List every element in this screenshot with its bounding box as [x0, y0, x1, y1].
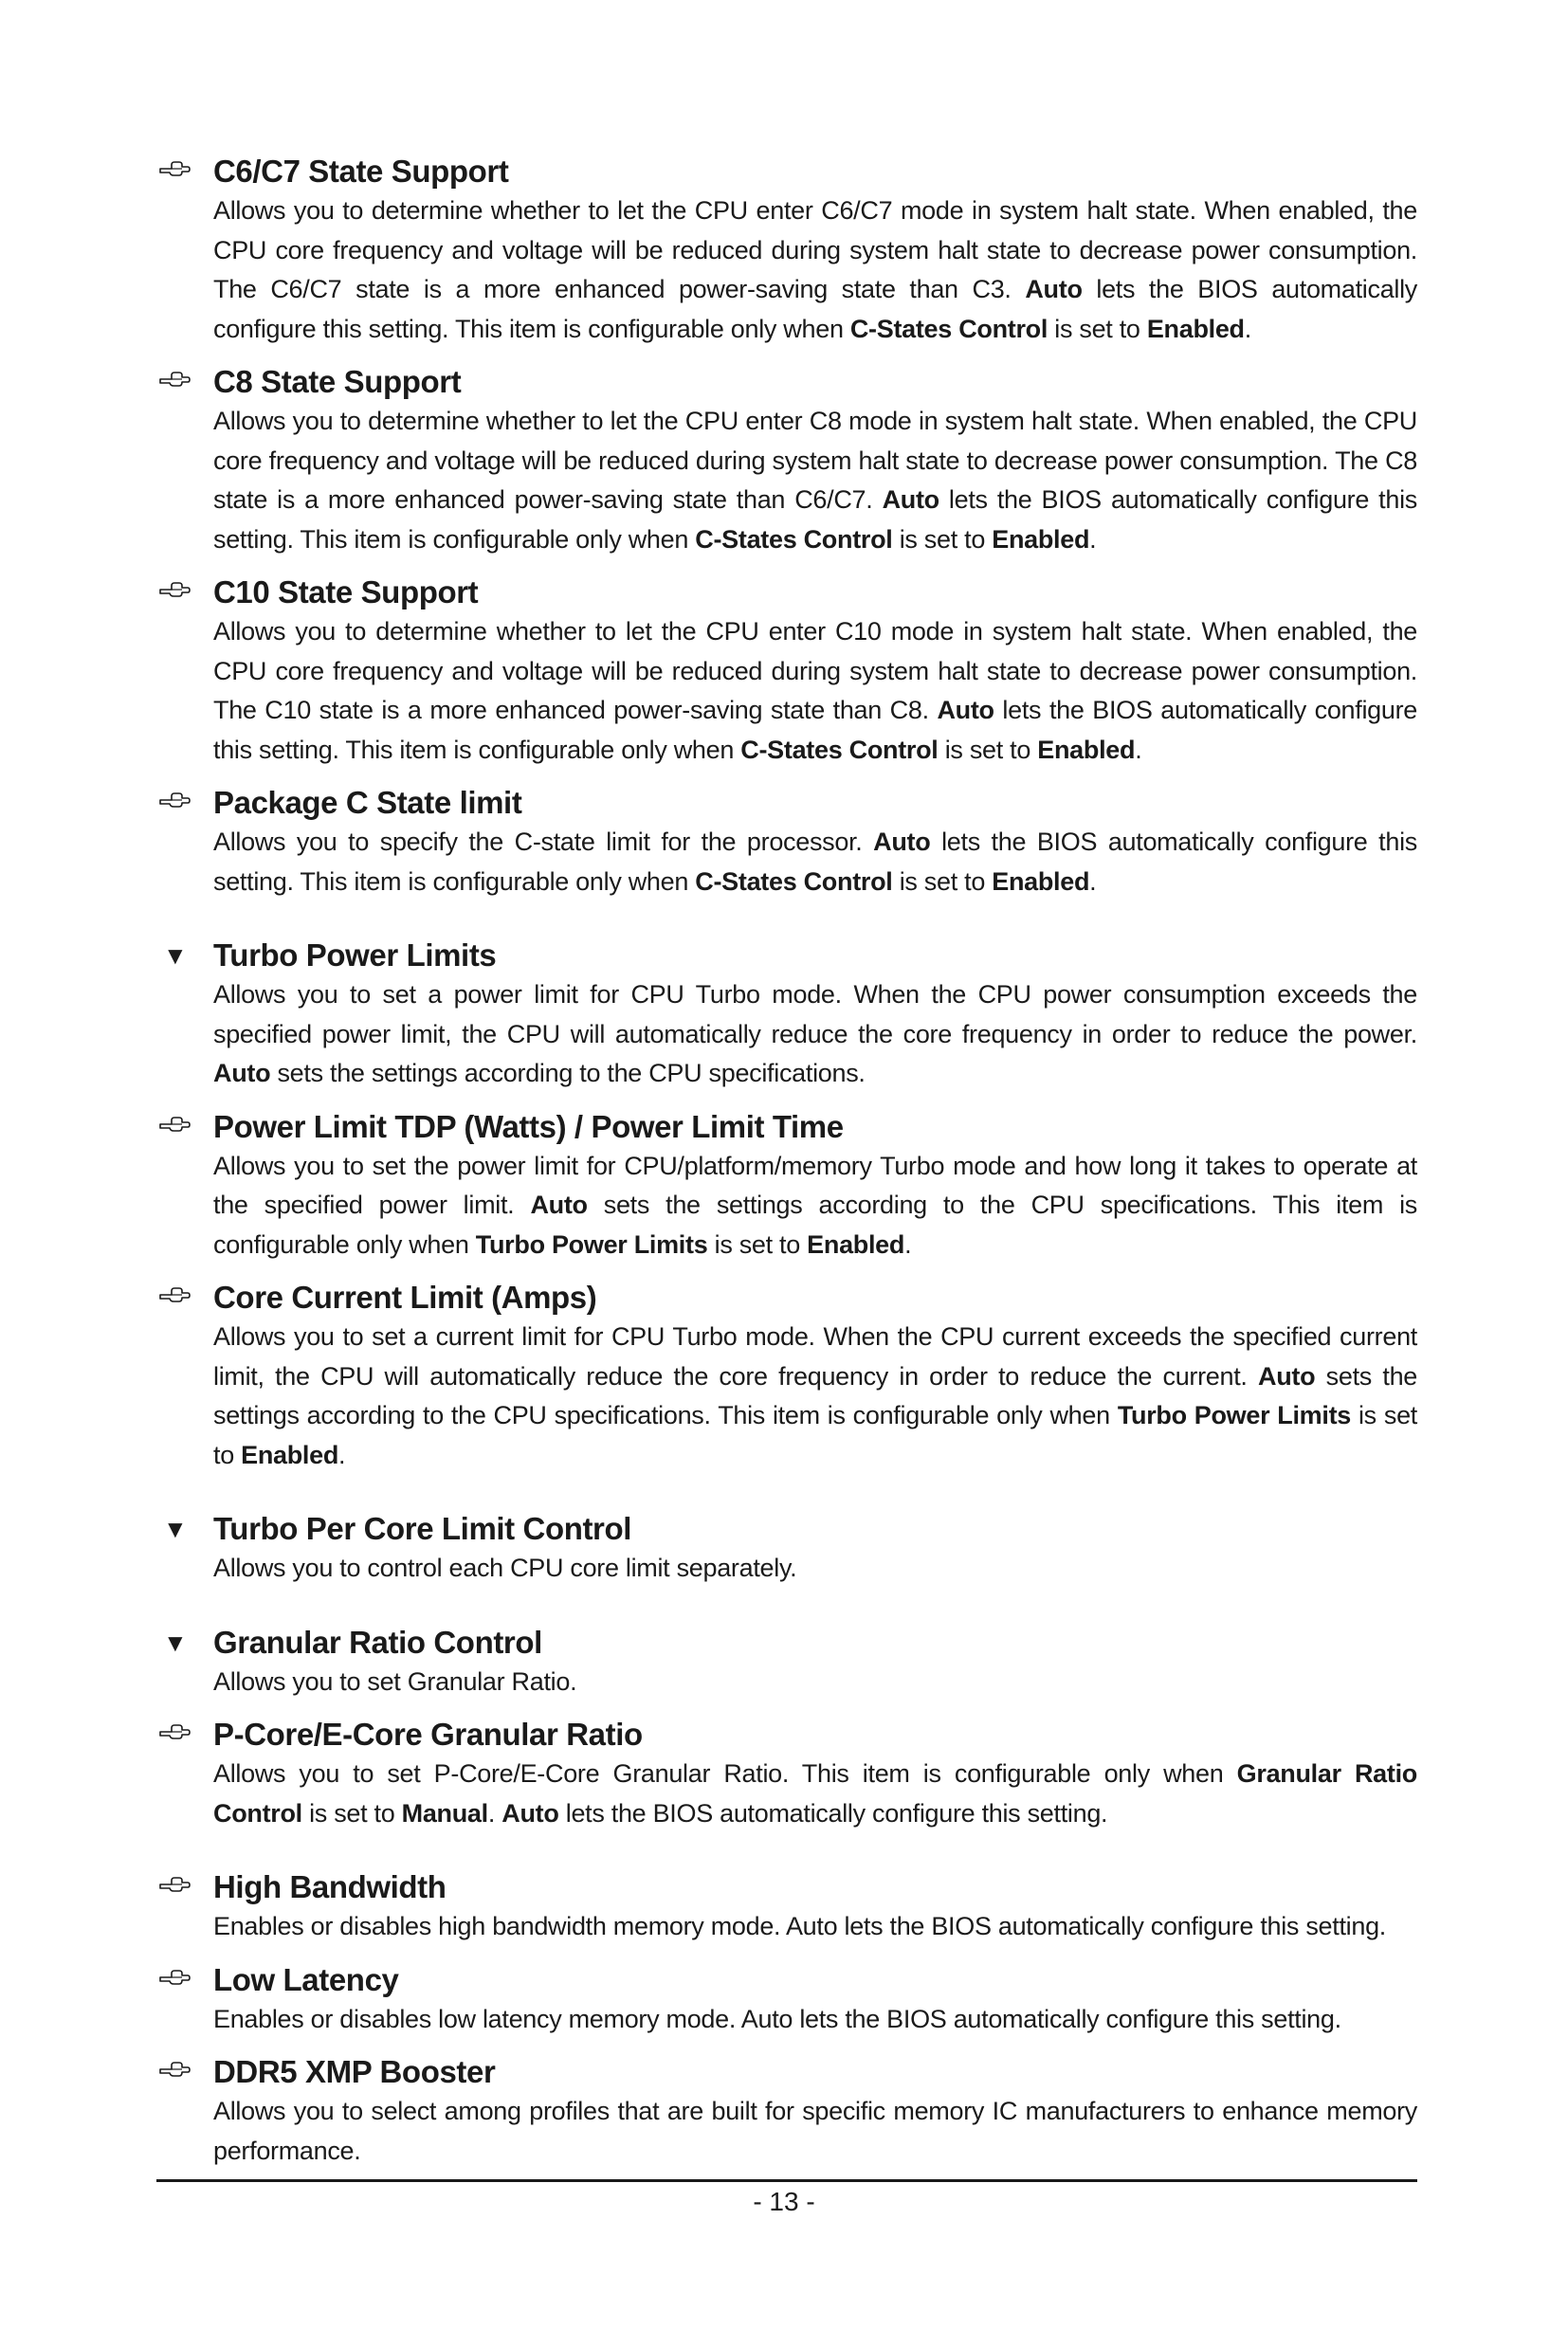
spacer [213, 559, 1417, 573]
setting-description [213, 1318, 1417, 1475]
setting-title: DDR5 XMP Booster [213, 2054, 496, 2089]
setting-description [213, 1549, 1417, 1589]
setting-title: Power Limit TDP (Watts) / Power Limit Time [213, 1108, 844, 1144]
setting-item [213, 1278, 1417, 1475]
description-text: lets the BIOS automatically configure this setting. [558, 1798, 1108, 1828]
setting-header [213, 783, 1417, 823]
setting-description [213, 2092, 1417, 2171]
hand-pointer-icon [158, 1283, 191, 1308]
setting-description [213, 1755, 1417, 1833]
spacer [213, 2039, 1417, 2052]
bold-term: Auto [937, 696, 994, 724]
description-text: Allows you to set Granular Ratio. [213, 1666, 577, 1696]
setting-header [213, 362, 1417, 402]
hand-pointer-icon [158, 1873, 191, 1898]
page-number: - 13 - [753, 2187, 815, 2216]
hand-pointer-icon [158, 2058, 191, 2083]
setting-item [213, 1715, 1417, 1833]
setting-title: C6/C7 State Support [213, 154, 509, 189]
bold-term: C-States Control [849, 314, 1048, 343]
setting-item [213, 152, 1417, 349]
description-text: Allows you to set a current limit for CPU Turbo mode. When the CPU current exceeds the specified current limit, the CPU will automatically reduce the core frequency in order to reduce the current. [213, 1322, 1417, 1391]
bold-term: Auto [501, 1798, 559, 1828]
bold-term: C-States Control [740, 735, 939, 764]
bold-term: Auto [530, 1191, 588, 1219]
description-text: Allows you to determine whether to let the CPU enter C8 mode in system halt state. When enabled, the CPU core frequency and voltage will be reduced during system halt state to decrease power consumption. The C8 state is a more enhanced power-saving state than C6/C7. [213, 407, 1417, 514]
description-text: . [1135, 735, 1142, 764]
description-text: Allows you to determine whether to let the CPU enter C10 mode in system halt state. When enabled, the CPU core frequency and voltage will be reduced during system halt state to decrease power consumption. The C10 state is a more enhanced power-saving state than C8. [213, 617, 1417, 724]
setting-title: Granular Ratio Control [213, 1624, 542, 1660]
description-text: Allows you to set the power limit for CPU/platform/memory Turbo mode and how long it takes to operate at the specified power limit. [213, 1151, 1417, 1219]
description-text: lets the BIOS automatically configure this setting. This item is configurable only when [213, 485, 1417, 554]
description-text: lets the BIOS automatically configure this setting. This item is configurable only when [213, 828, 1417, 896]
setting-description [213, 823, 1417, 901]
description-text: . [1244, 314, 1251, 343]
setting-description [213, 1147, 1417, 1265]
setting-header [213, 1715, 1417, 1755]
setting-title: Low Latency [213, 1961, 399, 1997]
document-body [163, 152, 1418, 2171]
bold-term: Enabled [241, 1440, 339, 1469]
description-text: is set to [892, 866, 993, 896]
description-text: is set to [1048, 314, 1147, 343]
setting-title: C10 State Support [213, 574, 479, 610]
spacer [213, 1589, 1417, 1623]
description-text: Allows you to specify the C-state limit for the processor. [213, 828, 874, 856]
bold-term: Auto [213, 1059, 271, 1087]
hand-pointer-icon [158, 368, 191, 392]
setting-item [163, 1623, 1417, 1702]
setting-description [213, 1663, 1417, 1702]
spacer [213, 1475, 1417, 1509]
setting-header [163, 1623, 1417, 1663]
bold-term: Auto [873, 828, 931, 856]
setting-header [213, 1107, 1417, 1147]
description-text: sets the settings according to the CPU specifications. This item is configurable only when [213, 1361, 1418, 1429]
description-text: . [1089, 866, 1097, 896]
setting-title: Turbo Per Core Limit Control [213, 1511, 632, 1546]
bold-term: Enabled [807, 1229, 905, 1259]
setting-description [213, 1907, 1417, 1947]
setting-header [213, 1278, 1417, 1318]
setting-item [213, 783, 1417, 901]
setting-description [213, 402, 1417, 559]
bold-term: Auto [882, 485, 939, 514]
bold-term: C-States Control [695, 524, 893, 554]
hand-pointer-icon [158, 1966, 191, 1991]
bold-term: Enabled [1037, 735, 1136, 764]
description-text: Allows you to select among profiles that are built for specific memory IC manufacturers to enhance memory performance. [213, 2097, 1417, 2165]
setting-header [213, 573, 1417, 612]
setting-description [213, 191, 1417, 349]
setting-header [213, 1867, 1417, 1907]
description-text: Allows you to determine whether to let the CPU enter C6/C7 mode in system halt state. When enabled, the CPU core frequency and voltage will be reduced during system halt state to decrease power consumption. The C6/C7 state is a more enhanced power-saving state than C3. [213, 196, 1417, 303]
setting-description [213, 975, 1417, 1094]
description-text: Allows you to set P-Core/E-Core Granular Ratio. This item is configurable only when [213, 1759, 1237, 1788]
spacer [213, 770, 1417, 783]
hand-pointer-icon [158, 578, 191, 603]
description-text: . [904, 1229, 912, 1259]
description-text: lets the BIOS automatically configure this setting. This item is configurable only when [213, 275, 1418, 343]
setting-header [163, 1509, 1417, 1549]
bold-term: Enabled [1146, 314, 1245, 343]
description-text: . [487, 1798, 502, 1828]
setting-description [213, 612, 1417, 770]
setting-item [163, 1509, 1417, 1589]
bold-term: Auto [1258, 1361, 1316, 1391]
description-text: . [1089, 524, 1097, 554]
submenu-triangle-icon: ▼ [163, 1515, 188, 1543]
setting-header [213, 152, 1417, 191]
bold-term: Enabled [992, 866, 1090, 896]
setting-title: Core Current Limit (Amps) [213, 1280, 597, 1315]
bold-term: Granular Ratio Control [213, 1759, 1417, 1828]
setting-item [213, 2052, 1417, 2171]
setting-header [213, 1960, 1417, 2000]
setting-item [213, 362, 1417, 559]
description-text: sets the settings according to the CPU specifications. [270, 1059, 866, 1087]
description-text: is set to [213, 1401, 1417, 1469]
spacer [213, 1265, 1417, 1278]
description-text: Enables or disables low latency memory mode. Auto lets the BIOS automatically configure this setting. [213, 2004, 1341, 2033]
spacer [213, 901, 1417, 936]
description-text: is set to [892, 524, 993, 554]
setting-title: High Bandwidth [213, 1869, 447, 1904]
spacer [213, 1701, 1417, 1715]
bold-term: Manual [401, 1798, 488, 1828]
footer-rule [156, 2179, 1417, 2182]
description-text: . [338, 1440, 346, 1469]
setting-title: C8 State Support [213, 364, 462, 399]
setting-description [213, 2000, 1417, 2040]
bold-term: Auto [1025, 275, 1083, 303]
bold-term: Turbo Power Limits [475, 1229, 708, 1259]
description-text: lets the BIOS automatically configure this setting. This item is configurable only when [213, 696, 1417, 764]
hand-pointer-icon [158, 1113, 191, 1137]
description-text: Allows you to set a power limit for CPU Turbo mode. When the CPU power consumption exceeds the specified power limit, the CPU will automatically reduce the core frequency in order to reduce the power. [213, 980, 1417, 1048]
description-text: Enables or disables high bandwidth memory mode. Auto lets the BIOS automatically configure this setting. [213, 1912, 1386, 1940]
bold-term: C-States Control [695, 866, 893, 896]
setting-title: Package C State limit [213, 785, 522, 820]
description-text: is set to [938, 735, 1038, 764]
hand-pointer-icon [158, 789, 191, 813]
setting-title: Turbo Power Limits [213, 937, 497, 973]
setting-item [213, 1867, 1417, 1947]
description-text: Allows you to control each CPU core limit separately. [213, 1554, 797, 1582]
setting-item [213, 573, 1417, 770]
setting-item [213, 1107, 1417, 1265]
description-text: is set to [301, 1798, 402, 1828]
hand-pointer-icon [158, 157, 191, 182]
spacer [213, 349, 1417, 362]
setting-item [213, 1960, 1417, 2040]
bold-term: Enabled [992, 524, 1090, 554]
description-text: sets the settings according to the CPU specifications. This item is configurable only when [213, 1191, 1418, 1259]
spacer [213, 1947, 1417, 1960]
description-text: is set to [707, 1229, 808, 1259]
submenu-triangle-icon: ▼ [163, 941, 188, 970]
setting-header [213, 2052, 1417, 2092]
spacer [213, 1833, 1417, 1867]
setting-title: P-Core/E-Core Granular Ratio [213, 1717, 643, 1752]
spacer [213, 1094, 1417, 1107]
setting-item [163, 936, 1417, 1094]
hand-pointer-icon [158, 1720, 191, 1745]
setting-header [163, 936, 1417, 975]
submenu-triangle-icon: ▼ [163, 1628, 188, 1657]
bold-term: Turbo Power Limits [1117, 1401, 1351, 1429]
